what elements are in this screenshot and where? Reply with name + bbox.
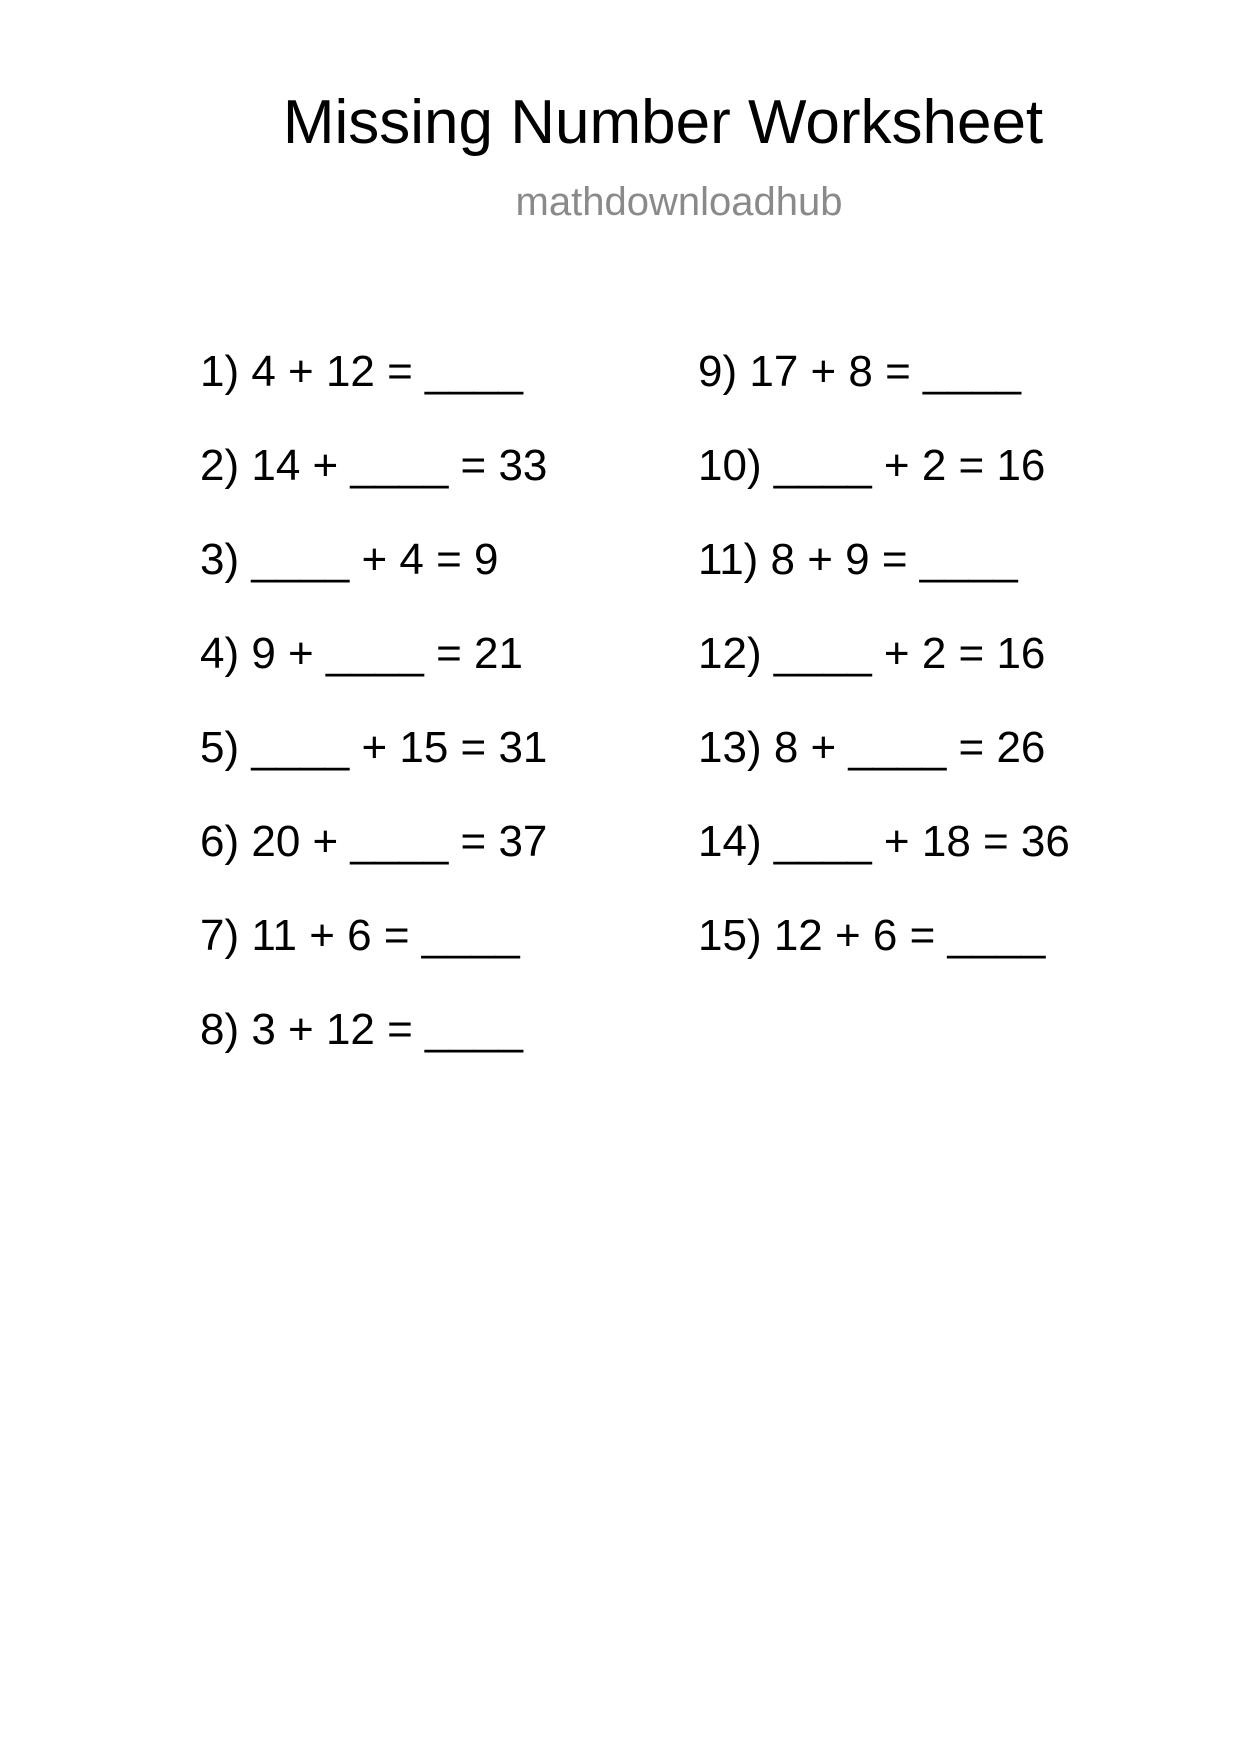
- problem-item: 10) ____ + 2 = 16: [698, 441, 1046, 490]
- problem-item: 11) 8 + 9 = ____: [698, 535, 1018, 584]
- problem-item: 13) 8 + ____ = 26: [698, 723, 1046, 772]
- page-subtitle: mathdownloadhub: [515, 180, 843, 224]
- problem-item: 9) 17 + 8 = ____: [698, 347, 1021, 396]
- problem-item: 6) 20 + ____ = 37: [200, 817, 548, 866]
- problem-item: 5) ____ + 15 = 31: [200, 723, 548, 772]
- problem-item: 8) 3 + 12 = ____: [200, 1005, 523, 1054]
- problem-item: 2) 14 + ____ = 33: [200, 441, 548, 490]
- problem-item: 7) 11 + 6 = ____: [200, 911, 520, 960]
- problems-left-column: [200, 347, 548, 1102]
- page-title: Missing Number Worksheet: [282, 88, 1044, 157]
- problem-item: 12) ____ + 2 = 16: [698, 629, 1046, 678]
- problem-item: 15) 12 + 6 = ____: [698, 911, 1046, 960]
- problem-item: 4) 9 + ____ = 21: [200, 629, 523, 678]
- problem-item: 3) ____ + 4 = 9: [200, 535, 499, 584]
- problem-item: 14) ____ + 18 = 36: [698, 817, 1070, 866]
- problems-right-column: [698, 347, 1070, 1008]
- problem-item: 1) 4 + 12 = ____: [200, 347, 523, 396]
